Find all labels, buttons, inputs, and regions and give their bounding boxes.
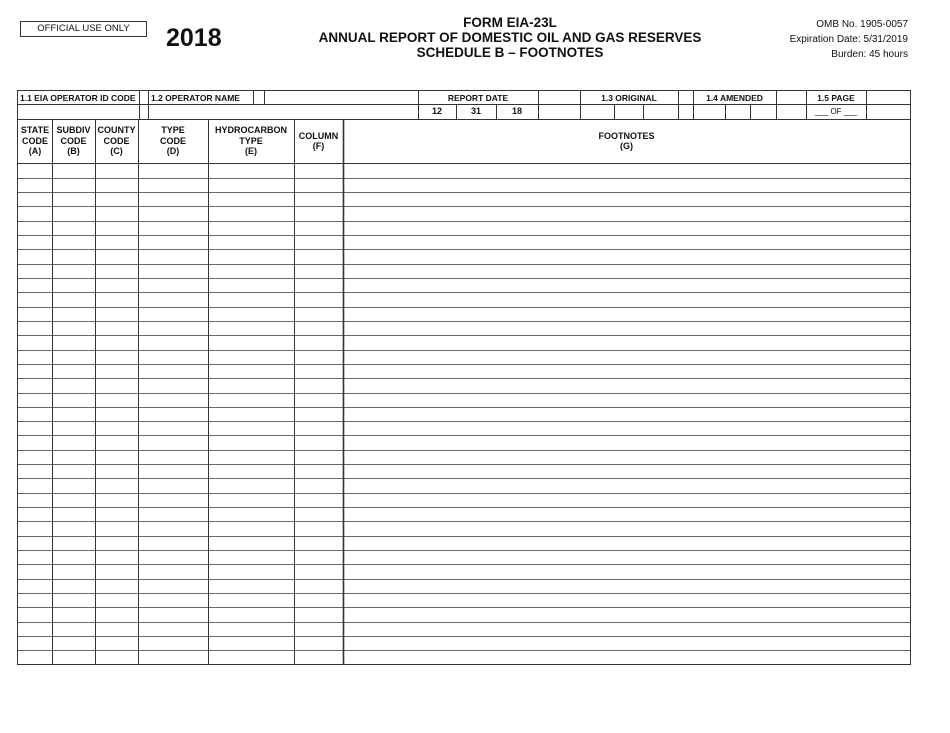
col-d-line2: CODE (159, 135, 186, 146)
col-d-line1: TYPE (161, 125, 185, 136)
col-b-line2: CODE (60, 135, 87, 146)
burden-hours: Burden: 45 hours (831, 49, 908, 60)
amended-checkbox[interactable] (679, 91, 693, 104)
col-a-line2: CODE (21, 135, 48, 146)
operator-name-input-top[interactable] (265, 91, 418, 104)
col-header-type-code (138, 119, 208, 163)
expiration-date: Expiration Date: 5/31/2019 (789, 34, 908, 45)
col-g-line2: (G) (620, 141, 633, 151)
page-input[interactable] (867, 91, 910, 119)
original-checkbox[interactable] (539, 91, 580, 119)
form-number: FORM EIA-23L (463, 15, 557, 30)
col-d-line3: (D) (166, 146, 180, 157)
omb-number: OMB No. 1905-0057 (816, 19, 908, 30)
col-a-line1: STATE (20, 125, 50, 136)
col-header-hydrocarbon-type (208, 119, 294, 163)
col-c-line2: CODE (103, 135, 130, 146)
col-f-line2: (F) (312, 141, 325, 151)
page-label: 1.5 PAGE (817, 93, 855, 103)
col-e-line3: (E) (245, 146, 257, 157)
report-month: 12 (431, 106, 442, 116)
col-g-line1: FOOTNOTES (598, 130, 655, 141)
report-day: 31 (470, 106, 481, 116)
operator-name-input[interactable] (149, 105, 418, 119)
col-a-line3: (A) (28, 146, 42, 157)
col-header-column (294, 119, 343, 163)
col-header-state-code (18, 119, 52, 163)
form-year: 2018 (166, 24, 222, 52)
col-f-line1: COLUMN (298, 130, 339, 141)
report-date-label: REPORT DATE (447, 93, 509, 103)
page-of: ___ OF ___ (814, 107, 858, 116)
col-b-line1: SUBDIV (56, 125, 91, 136)
report-year: 18 (511, 106, 522, 116)
operator-name-label: 1.2 OPERATOR NAME (151, 93, 240, 103)
col-b-line3: (B) (67, 146, 80, 157)
col-e-line1: HYDROCARBON (215, 125, 287, 136)
col-header-county-code (95, 119, 138, 163)
amended-label: 1.4 AMENDED (706, 93, 763, 103)
col-header-subdiv-code (52, 119, 95, 163)
col-header-footnotes (343, 119, 910, 163)
operator-id-label: 1.1 EIA OPERATOR ID CODE (20, 93, 136, 103)
form-title: ANNUAL REPORT OF DOMESTIC OIL AND GAS RESERVES (318, 30, 702, 45)
col-e-line2: TYPE (239, 135, 263, 146)
col-c-line1: COUNTY (97, 125, 136, 136)
schedule-title: SCHEDULE B – FOOTNOTES (416, 45, 604, 60)
official-use-label: OFFICIAL USE ONLY (37, 23, 130, 34)
operator-id-input[interactable] (18, 105, 139, 119)
original-label: 1.3 ORIGINAL (601, 93, 657, 103)
col-c-line3: (C) (110, 146, 123, 157)
